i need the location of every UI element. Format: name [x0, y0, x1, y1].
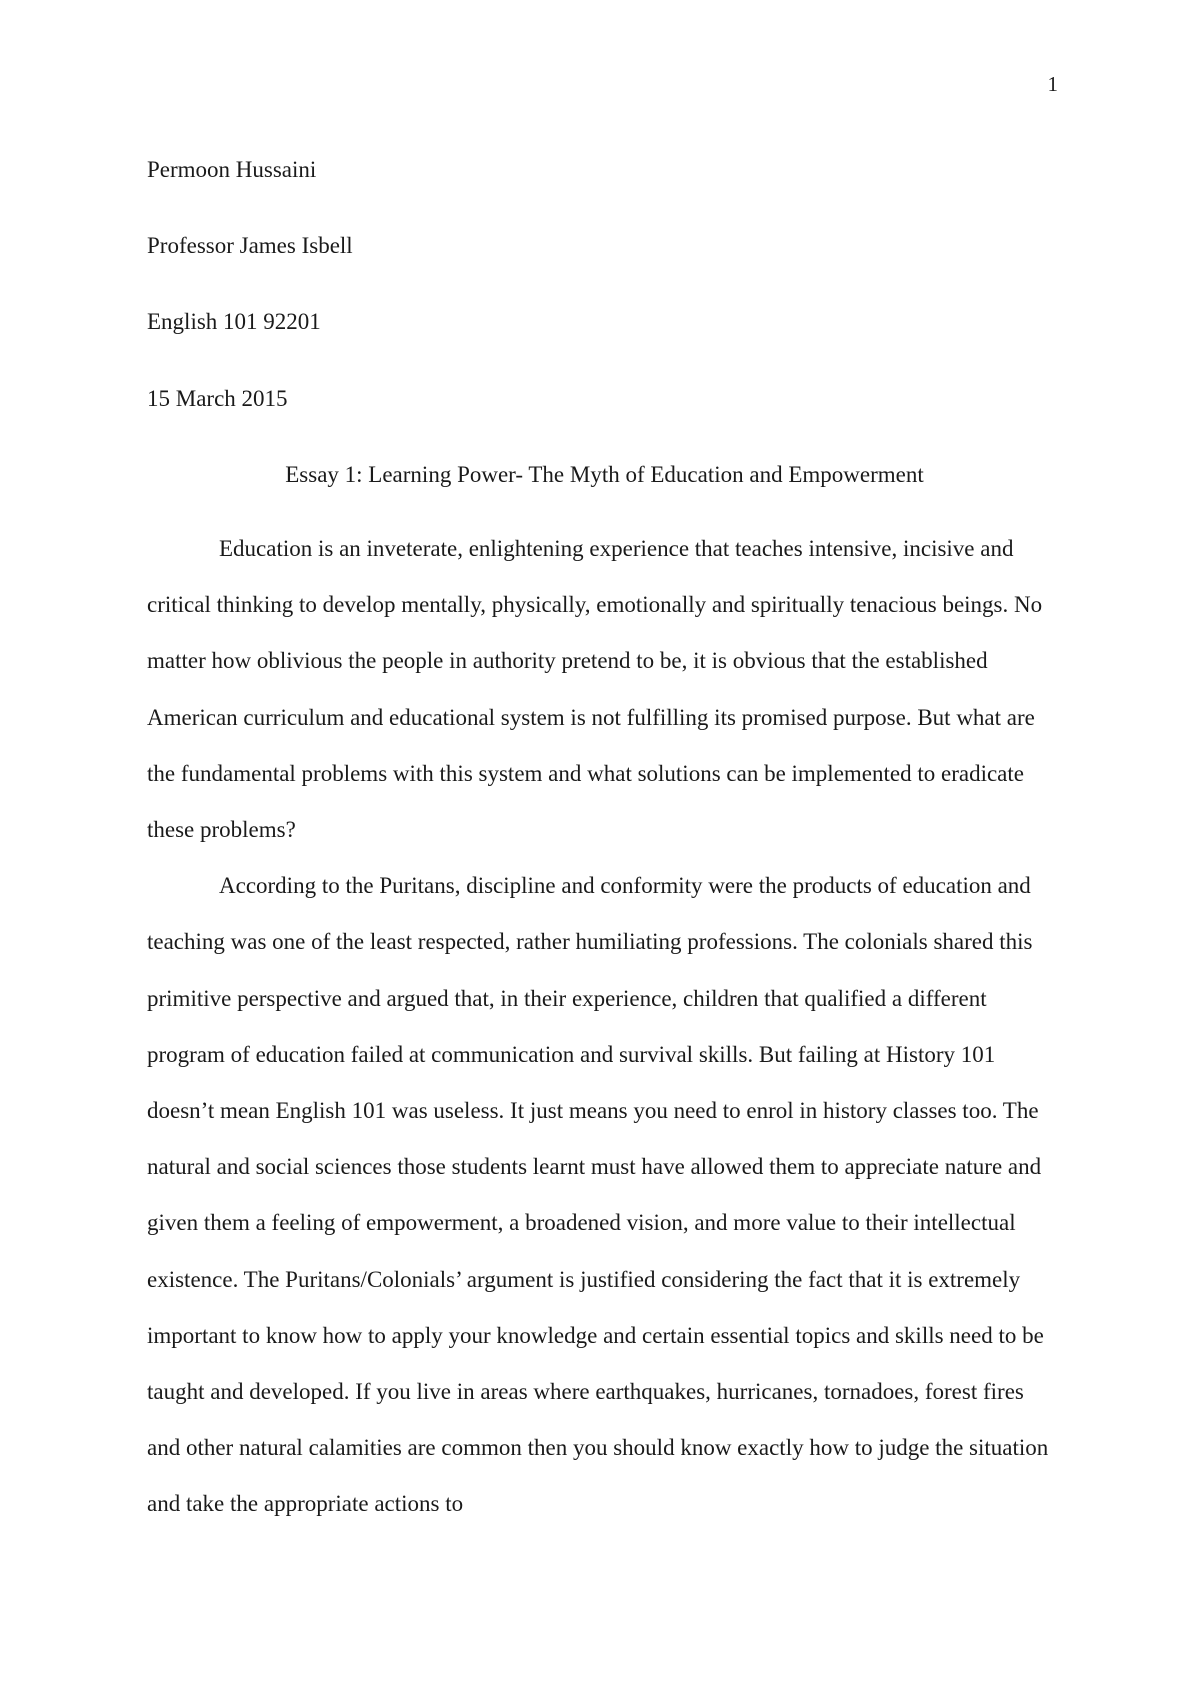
body-paragraph: According to the Puritans, discipline and conformity were the products of education and teaching was one of the least respected, rather humiliating professions. The colonials shared this primitive perspective and argued that, in their experience, children that qualified a different program of education failed at communication and survival skills. But failing at History 101 doesn’t mean English 101 was useless. It just means you need to enrol in history classes too. The natural and social sciences those students learnt must have allowed them to appreciate nature and given them a feeling of empowerment, a broadened vision, and more value to their intellectual existence. The Puritans/Colonials’ argument is justified considering the fact that it is extremely important to know how to apply your knowledge and certain essential topics and skills need to be taught and developed. If you live in areas where earthquakes, hurricanes, tornadoes, forest fires and other natural calamities are common then you should know exactly how to judge the situation and take the appropriate actions to — [147, 873, 1049, 1517]
essay-content — [147, 142, 1062, 1533]
essay-date: 15 March 2015 — [147, 385, 288, 411]
body-paragraph: Education is an inveterate, enlightening experience that teaches intensive, incisive and critical thinking to develop mentally, physically, emotionally and spiritually tenacious beings. No matter how oblivious the people in authority pretend to be, it is obvious that the established American curriculum and educational system is not fulfilling its promised purpose. But what are the fundamental problems with this system and what solutions can be implemented to eradicate these problems? — [147, 536, 1043, 843]
page-number: 1 — [1047, 72, 1058, 96]
student-name: Permoon Hussaini — [147, 157, 317, 182]
essay-title: Essay 1: Learning Power- The Myth of Education and Empowerment — [285, 461, 924, 487]
course-name: English 101 92201 — [147, 309, 321, 335]
professor-name: Professor James Isbell — [147, 233, 353, 259]
